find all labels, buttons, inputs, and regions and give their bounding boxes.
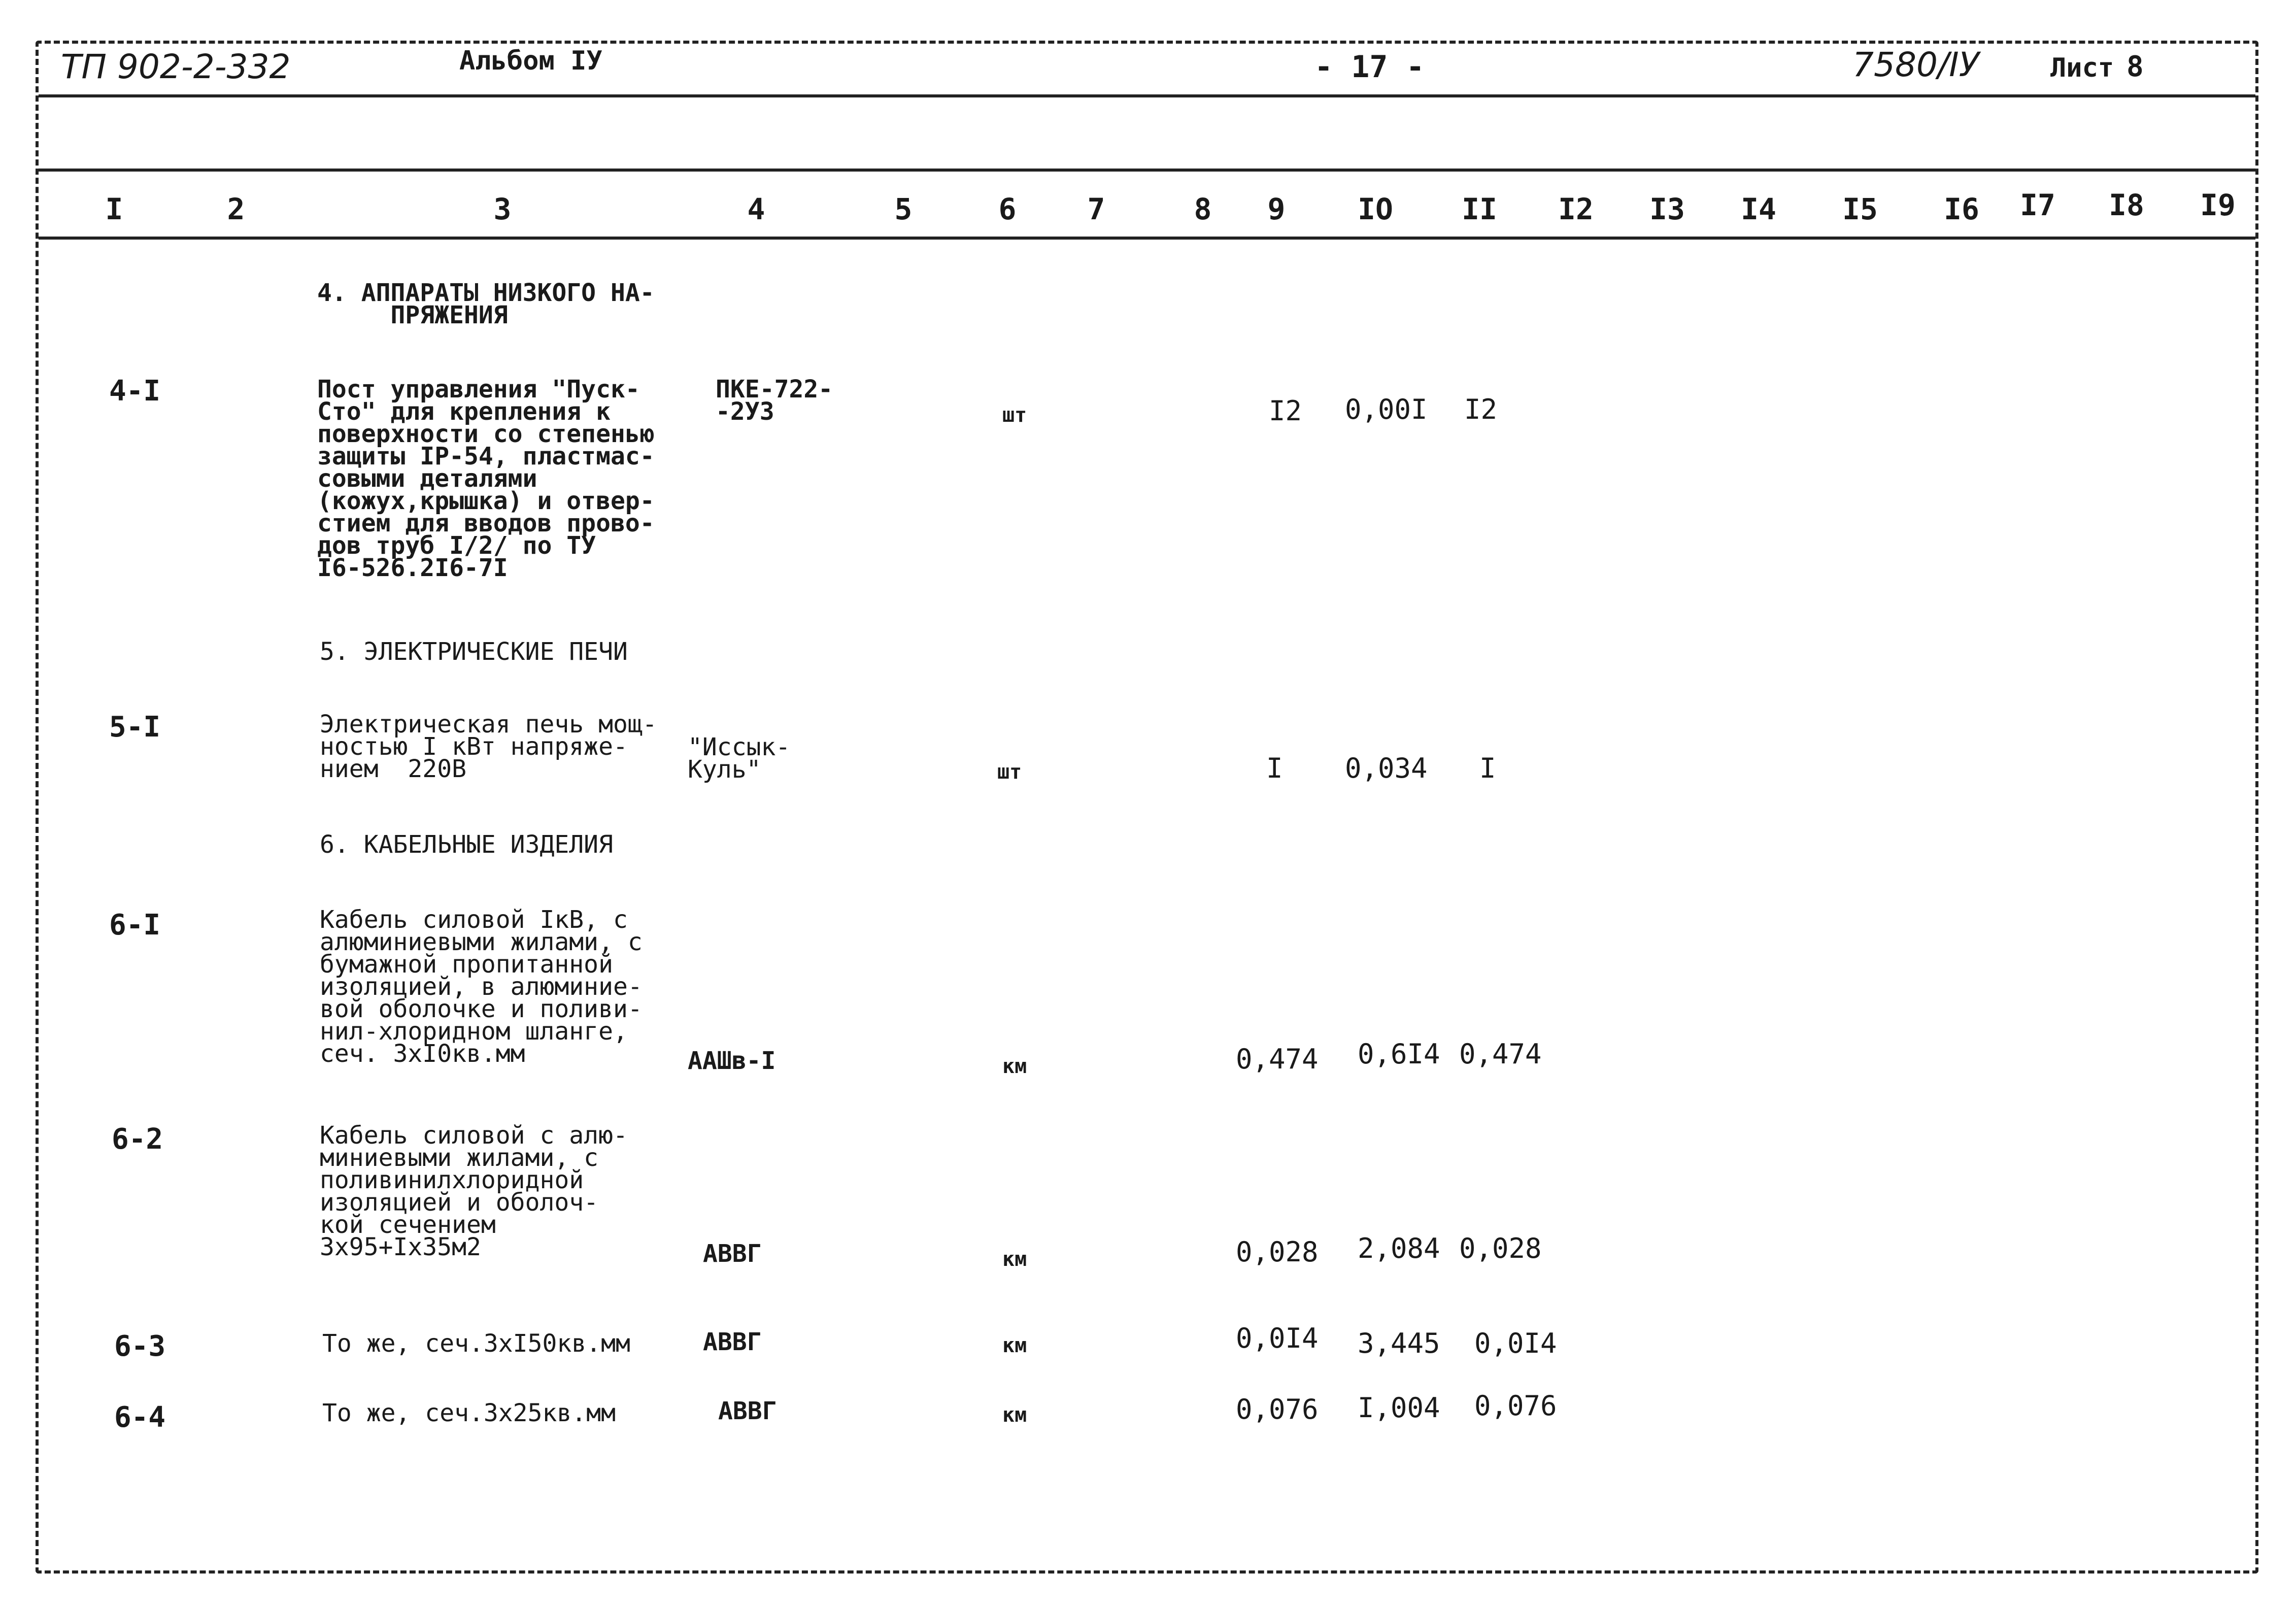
- column-number: I3: [1649, 192, 1685, 226]
- col10-value: 0,00I: [1345, 393, 1428, 425]
- column-header-bottom-line: [39, 237, 2255, 240]
- column-number: 8: [1194, 192, 1212, 226]
- sheet-label: Лист: [2050, 53, 2114, 83]
- item-unit: км: [1002, 1334, 1027, 1357]
- item-unit: км: [1002, 1055, 1027, 1078]
- column-number: 4: [747, 192, 765, 226]
- column-number: 5: [894, 192, 913, 226]
- col9-value: 0,0I4: [1236, 1322, 1319, 1354]
- project-code: ТП 902-2-332: [61, 47, 291, 86]
- column-number: 7: [1087, 192, 1105, 226]
- col11-value: I: [1479, 752, 1496, 784]
- column-number: I4: [1741, 192, 1776, 226]
- col11-value: 0,076: [1474, 1390, 1557, 1422]
- col11-value: 0,028: [1459, 1232, 1542, 1264]
- column-number: 9: [1267, 192, 1286, 226]
- doc-number: 7580/IУ: [1852, 45, 1979, 84]
- column-number: I: [105, 192, 123, 226]
- album-label: Альбом IУ: [459, 46, 602, 76]
- position-number: 6-4: [114, 1401, 166, 1434]
- col10-value: 3,445: [1358, 1327, 1440, 1359]
- col9-value: I: [1266, 752, 1283, 784]
- col10-value: I,004: [1358, 1392, 1440, 1424]
- column-number: 3: [493, 192, 512, 226]
- item-type: АВВГ: [718, 1397, 777, 1425]
- col11-value: I2: [1464, 393, 1498, 425]
- item-description: Пост управления "Пуск- Сто" для крепления к поверхности со степенью защиты IP-54, пластмас- совыми деталями (кожух,крышка) и отвер- стием для вводов прово- дов труб I/2/ по ТУ I6-526.2I6-7I: [317, 375, 655, 582]
- position-number: 5-I: [109, 711, 161, 744]
- sheet-number: 8: [2126, 50, 2144, 83]
- col9-value: I2: [1269, 395, 1302, 427]
- col9-value: 0,028: [1236, 1236, 1319, 1268]
- column-number: 6: [998, 192, 1017, 226]
- item-type: ААШв-I: [688, 1047, 776, 1075]
- col11-value: 0,474: [1459, 1038, 1542, 1070]
- section-heading: 5. ЭЛЕКТРИЧЕСКИЕ ПЕЧИ: [320, 638, 628, 666]
- item-description: Кабель силовой IкВ, с алюминиевыми жилами, с бумажной пропитанной изоляцией, в алюминие- вой оболочке и поливи- нил-хлоридном шланге, сеч. 3хI0кв.мм: [320, 906, 643, 1068]
- item-type: АВВГ: [703, 1240, 762, 1268]
- item-unit: шт: [1002, 404, 1027, 427]
- column-number: I7: [2020, 188, 2055, 222]
- position-number: 6-3: [114, 1330, 166, 1363]
- column-number: IO: [1358, 192, 1393, 226]
- section-heading: 4. АППАРАТЫ НИЗКОГО НА- ПРЯЖЕНИЯ: [317, 279, 655, 329]
- column-number: I8: [2109, 188, 2144, 222]
- column-number: I9: [2200, 188, 2236, 222]
- item-description: То же, сеч.3х25кв.мм: [322, 1399, 616, 1427]
- item-description: То же, сеч.3хI50кв.мм: [322, 1329, 630, 1358]
- col10-value: 0,6I4: [1358, 1038, 1440, 1070]
- col9-value: 0,076: [1236, 1393, 1319, 1425]
- col9-value: 0,474: [1236, 1043, 1319, 1075]
- item-type: "Иссык- Куль": [688, 733, 791, 784]
- column-number: II: [1462, 192, 1497, 226]
- col10-value: 0,034: [1345, 752, 1428, 784]
- col10-value: 2,084: [1358, 1232, 1440, 1264]
- header-divider: [39, 94, 2255, 97]
- page-number: - 17 -: [1314, 49, 1425, 85]
- column-number: I5: [1842, 192, 1878, 226]
- position-number: 6-2: [112, 1123, 163, 1156]
- section-heading: 6. КАБЕЛЬНЫЕ ИЗДЕЛИЯ: [320, 830, 613, 859]
- item-type: АВВГ: [703, 1328, 762, 1356]
- item-unit: км: [1002, 1403, 1027, 1427]
- item-unit: км: [1002, 1248, 1027, 1271]
- position-number: 6-I: [109, 909, 161, 942]
- item-type: ПКЕ-722- -2УЗ: [716, 375, 833, 426]
- item-description: Электрическая печь мощ- ностью I кВт напряже- нием 220В: [320, 710, 657, 783]
- column-number: I2: [1558, 192, 1594, 226]
- column-header-top-line: [39, 169, 2255, 172]
- item-unit: шт: [997, 760, 1022, 784]
- item-description: Кабель силовой с алю- миниевыми жилами, с поливинилхлоридной изоляцией и оболоч- кой сечением 3х95+Iх35м2: [320, 1121, 628, 1261]
- column-number: I6: [1944, 192, 1979, 226]
- column-number: 2: [227, 192, 245, 226]
- col11-value: 0,0I4: [1474, 1327, 1557, 1359]
- position-number: 4-I: [109, 375, 161, 408]
